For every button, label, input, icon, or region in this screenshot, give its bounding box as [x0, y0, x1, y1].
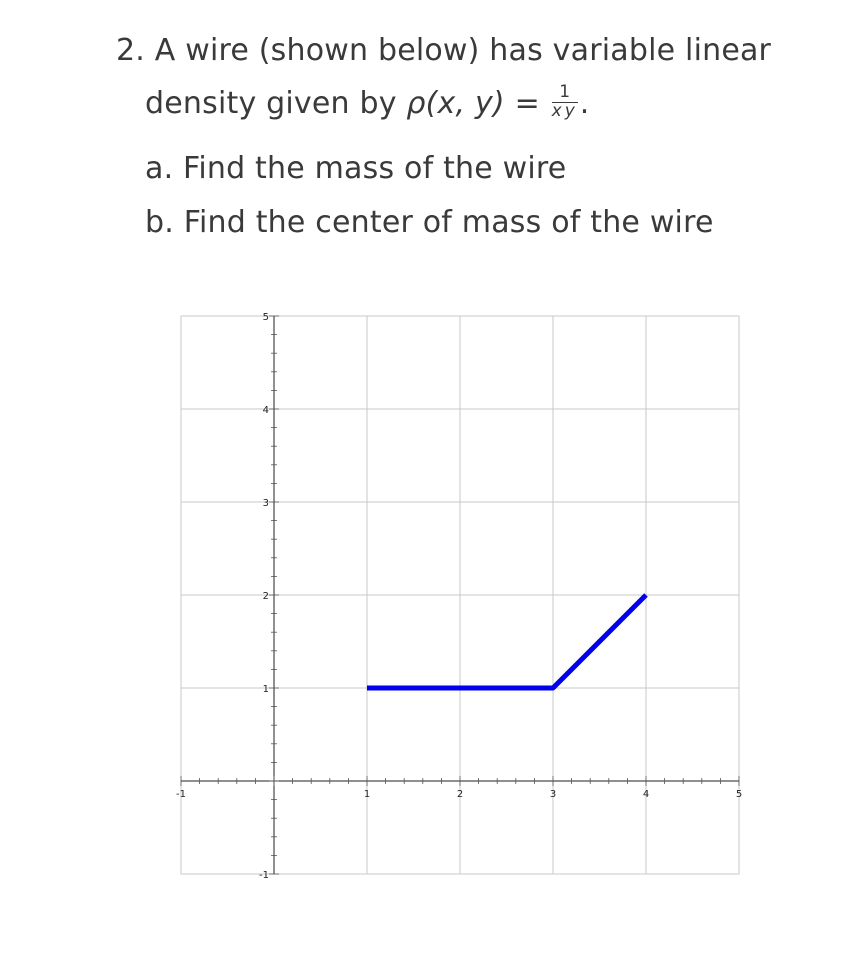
- fraction-numerator: 1: [552, 84, 578, 103]
- density-prefix: density given by: [145, 86, 407, 121]
- density-expression: ρ(x, y) =: [406, 86, 550, 121]
- fraction-denominator: xy: [551, 101, 578, 121]
- part-a-text: a. Find the mass of the wire: [145, 151, 567, 186]
- x-tick-label: 3: [549, 789, 557, 800]
- y-tick-label: 2: [262, 591, 269, 602]
- y-tick-label: 5: [262, 312, 269, 323]
- x-tick-label: 2: [456, 789, 464, 800]
- x-tick-label: 4: [642, 789, 650, 800]
- density-suffix: .: [579, 86, 590, 121]
- x-tick-label: 5: [735, 789, 743, 800]
- y-tick-label: 1: [262, 684, 269, 695]
- part-b-text: b. Find the center of mass of the wire: [145, 205, 714, 240]
- problem-line-1: 2. A wire (shown below) has variable linear: [116, 33, 772, 68]
- x-tick-label: -1: [176, 789, 186, 800]
- y-tick-label: -1: [259, 870, 269, 881]
- wire-path: [367, 595, 646, 688]
- y-tick-label: 4: [262, 405, 269, 416]
- y-tick-label: 3: [262, 498, 269, 509]
- x-tick-label: 1: [363, 789, 371, 800]
